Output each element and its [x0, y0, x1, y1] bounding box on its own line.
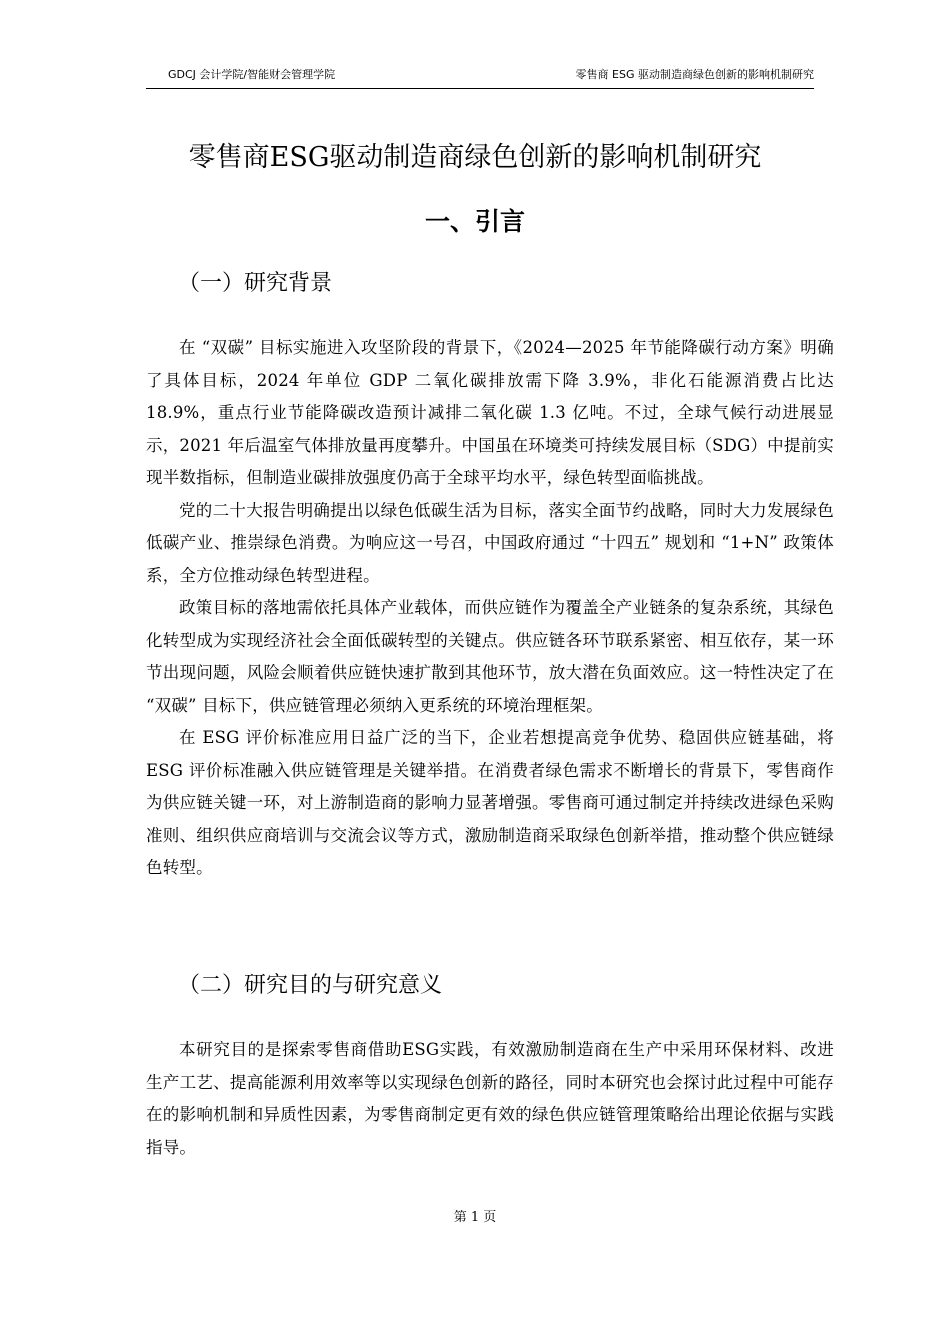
section-heading-introduction: 一、引言 — [424, 207, 525, 236]
subsection-heading-background: （一）研究背景 — [178, 271, 333, 296]
subsection-heading-purpose: （二）研究目的与研究意义 — [178, 973, 443, 998]
body-paragraph: 政策目标的落地需依托具体产业载体，而供应链作为覆盖全产业链条的复杂系统，其绿色化转型成为实现经济社会全面低碳转型的关键点。供应链各环节联系紧密、相互依存，某一环节出现问题，风险会顺着供应链快速扩散到其他环节，放大潜在负面效应。这一特性决定了在 “双碳” 目标下，供应链管理必须纳入更系统的环境治理框架。 — [146, 598, 834, 715]
header-left-text: GDCJ 会计学院/智能财会管理学院 — [168, 68, 336, 81]
background-text-block — [146, 332, 834, 885]
body-paragraph: 党的二十大报告明确提出以绿色低碳生活为目标，落实全面节约战略，同时大力发展绿色低碳产业、推崇绿色消费。为响应这一号召，中国政府通过 “十四五” 规划和 “1+N” 政策体系，全方位推动绿色转型进程。 — [146, 500, 834, 585]
page-header — [146, 66, 814, 89]
purpose-text-block — [146, 1034, 834, 1164]
body-paragraph: 在 ESG 评价标准应用日益广泛的当下，企业若想提高竞争优势、稳固供应链基础，将 ESG 评价标准融入供应链管理是关键举措。在消费者绿色需求不断增长的背景下，零售商作为供应链关键一环，对上游制造商的影响力显著增强。零售商可通过制定并持续改进绿色采购准则、组织供应商培训与交流会议等方式，激励制造商采取绿色创新举措，推动整个供应链绿色转型。 — [146, 728, 834, 877]
header-right-text: 零售商 ESG 驱动制造商绿色创新的影响机制研究 — [575, 68, 814, 81]
page-number: 第 1 页 — [453, 1210, 497, 1225]
document-title: 零售商ESG驱动制造商绿色创新的影响机制研究 — [188, 142, 762, 173]
body-paragraph: 本研究目的是探索零售商借助ESG实践，有效激励制造商在生产中采用环保材料、改进生产工艺、提高能源利用效率等以实现绿色创新的路径，同时本研究也会探讨此过程中可能存在的影响机制和异质性因素，为零售商制定更有效的绿色供应链管理策略给出理论依据与实践指导。 — [146, 1040, 834, 1157]
body-paragraph: 在 “双碳” 目标实施进入攻坚阶段的背景下，《2024—2025 年节能降碳行动方案》明确了具体目标，2024 年单位 GDP 二氧化碳排放需下降 3.9%，非化石能源消费占比达 18.9%，重点行业节能降碳改造预计减排二氧化碳 1.3 亿吨。不过，全球气候行动进展显示，2021 年后温室气体排放量再度攀升。中国虽在环境类可持续发展目标（SDG）中提前实现半数指标，但制造业碳排放强度仍高于全球平均水平，绿色转型面临挑战。 — [146, 338, 834, 487]
